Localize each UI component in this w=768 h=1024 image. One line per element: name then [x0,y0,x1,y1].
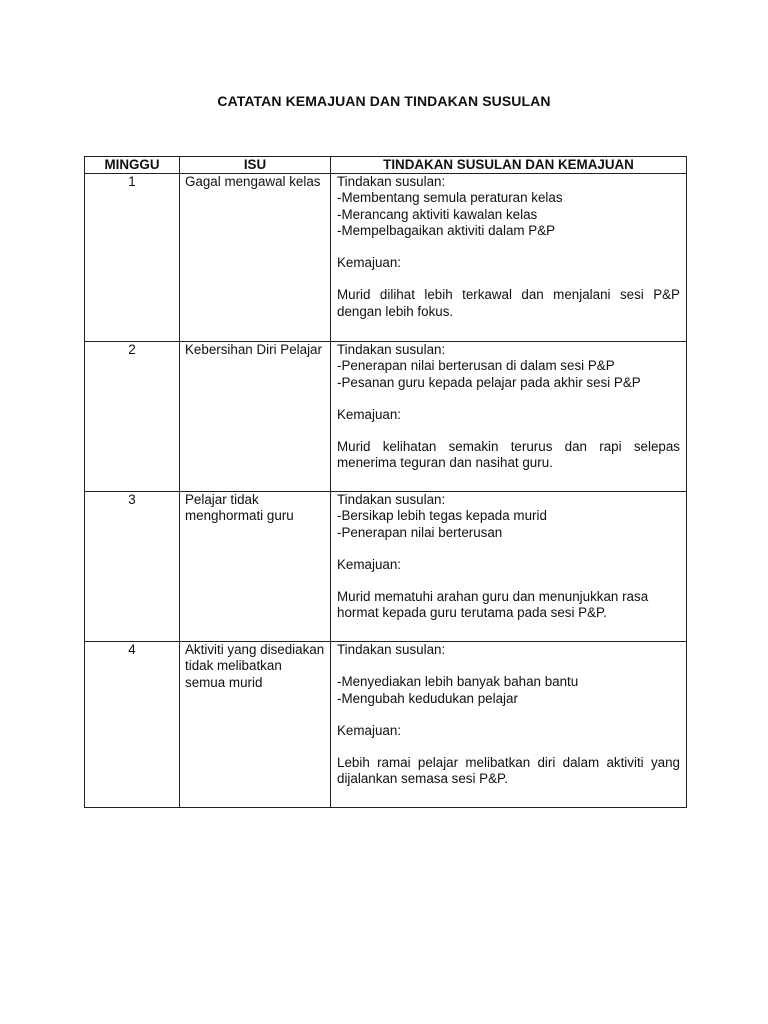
header-issue: ISU [180,157,331,174]
week-cell: 1 [85,174,180,342]
progress-heading: Kemajuan: [337,255,402,271]
table-row [85,642,687,808]
action-heading: Tindakan susulan: [337,642,446,657]
header-action: TINDAKAN SUSULAN DAN KEMAJUAN [331,157,687,174]
action-cell [331,174,687,342]
action-cell [331,492,687,642]
table-row [85,174,687,342]
action-heading: Tindakan susulan: [337,492,446,507]
action-item: -Mempelbagaikan aktiviti dalam P&P [337,222,556,238]
action-item: -Mengubah kedudukan pelajar [337,690,518,706]
header-week: MINGGU [85,157,180,174]
progress-table [84,156,687,808]
table-row [85,492,687,642]
progress-heading: Kemajuan: [337,556,402,572]
action-cell [331,642,687,808]
action-item: -Membentang semula peraturan kelas [337,190,563,206]
action-item: -Merancang aktiviti kawalan kelas [337,206,538,222]
table-row [85,342,687,492]
issue-cell: Aktiviti yang disediakan tidak melibatkan semua murid [180,642,331,808]
week-cell: 3 [85,492,180,642]
action-item: -Pesanan guru kepada pelajar pada akhir sesi P&P [337,374,641,390]
issue-cell: Gagal mengawal kelas [180,174,331,342]
progress-text: Murid mematuhi arahan guru dan menunjukkan rasa hormat kepada guru terutama pada sesi P&P. [337,589,649,621]
week-cell: 2 [85,342,180,492]
action-item: -Menyediakan lebih banyak bahan bantu [337,674,579,690]
week-cell: 4 [85,642,180,808]
issue-cell: Pelajar tidak menghormati guru [180,492,331,642]
progress-text: Murid kelihatan semakin terurus dan rapi selepas menerima teguran dan nasihat guru. [337,439,680,471]
progress-text: Lebih ramai pelajar melibatkan diri dalam aktiviti yang dijalankan semasa sesi P&P. [337,755,680,787]
action-item: -Bersikap lebih tegas kepada murid [337,508,547,524]
issue-cell: Kebersihan Diri Pelajar [180,342,331,492]
document-title: CATATAN KEMAJUAN DAN TINDAKAN SUSULAN [217,93,551,109]
action-heading: Tindakan susulan: [337,174,446,189]
action-item: -Penerapan nilai berterusan [337,524,503,540]
action-heading: Tindakan susulan: [337,342,446,357]
progress-heading: Kemajuan: [337,722,402,738]
progress-text: Murid dilihat lebih terkawal dan menjalani sesi P&P dengan lebih fokus. [337,287,680,319]
action-item: -Penerapan nilai berterusan di dalam sesi P&P [337,358,615,374]
table-header-row [85,157,687,174]
action-cell [331,342,687,492]
progress-heading: Kemajuan: [337,406,402,422]
